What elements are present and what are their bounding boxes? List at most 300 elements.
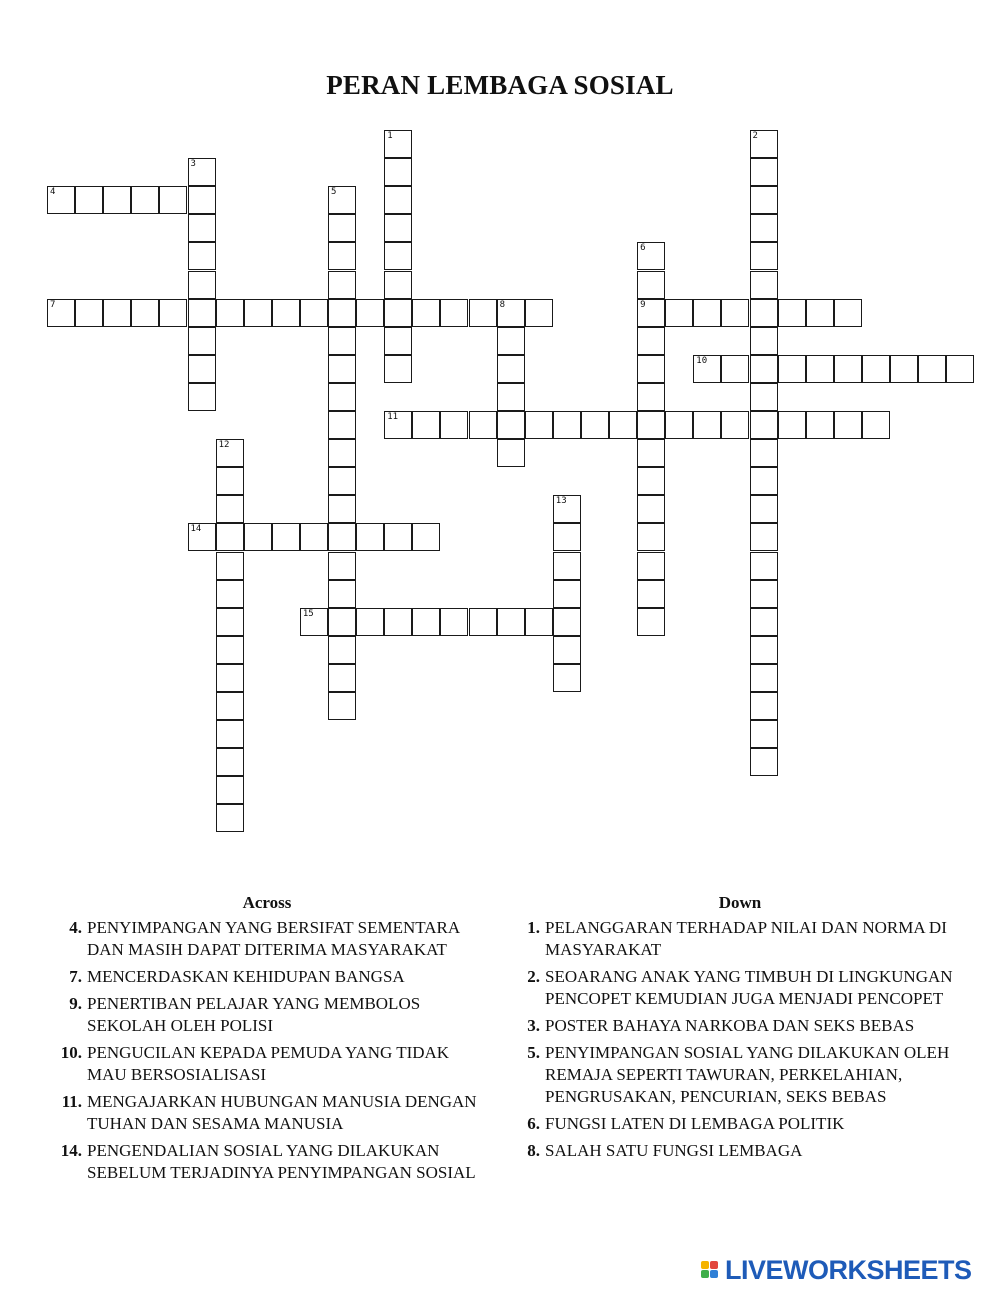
letter-input[interactable]: [498, 440, 524, 466]
crossword-cell[interactable]: [216, 692, 244, 720]
letter-input[interactable]: [329, 440, 355, 466]
letter-input[interactable]: [189, 300, 215, 326]
letter-input[interactable]: [751, 328, 777, 354]
crossword-cell[interactable]: [188, 299, 216, 327]
letter-input[interactable]: [610, 412, 636, 438]
letter-input[interactable]: [751, 693, 777, 719]
crossword-cell[interactable]: [216, 664, 244, 692]
crossword-cell[interactable]: [328, 383, 356, 411]
letter-input[interactable]: [582, 412, 608, 438]
crossword-cell[interactable]: [637, 439, 665, 467]
letter-input[interactable]: [751, 215, 777, 241]
letter-input[interactable]: [441, 300, 467, 326]
crossword-cell[interactable]: [47, 299, 75, 327]
crossword-cell[interactable]: [553, 608, 581, 636]
letter-input[interactable]: [638, 356, 664, 382]
letter-input[interactable]: [217, 693, 243, 719]
crossword-cell[interactable]: [750, 242, 778, 270]
crossword-cell[interactable]: [216, 495, 244, 523]
crossword-cell[interactable]: [637, 271, 665, 299]
crossword-cell[interactable]: [946, 355, 974, 383]
letter-input[interactable]: [863, 412, 889, 438]
letter-input[interactable]: [751, 300, 777, 326]
crossword-cell[interactable]: [328, 411, 356, 439]
crossword-cell[interactable]: [497, 355, 525, 383]
crossword-cell[interactable]: [665, 299, 693, 327]
crossword-cell[interactable]: [637, 327, 665, 355]
letter-input[interactable]: [329, 356, 355, 382]
crossword-cell[interactable]: [412, 411, 440, 439]
letter-input[interactable]: [385, 328, 411, 354]
crossword-cell[interactable]: [750, 158, 778, 186]
crossword-cell[interactable]: [693, 299, 721, 327]
letter-input[interactable]: [441, 609, 467, 635]
letter-input[interactable]: [217, 665, 243, 691]
crossword-cell[interactable]: [188, 327, 216, 355]
letter-input[interactable]: [470, 300, 496, 326]
crossword-cell[interactable]: [188, 271, 216, 299]
letter-input[interactable]: [554, 609, 580, 635]
letter-input[interactable]: [779, 356, 805, 382]
letter-input[interactable]: [554, 412, 580, 438]
crossword-cell[interactable]: [440, 608, 468, 636]
crossword-cell[interactable]: [497, 299, 525, 327]
crossword-cell[interactable]: [750, 636, 778, 664]
letter-input[interactable]: [554, 581, 580, 607]
crossword-cell[interactable]: [272, 523, 300, 551]
letter-input[interactable]: [217, 496, 243, 522]
letter-input[interactable]: [807, 356, 833, 382]
crossword-cell[interactable]: [188, 523, 216, 551]
crossword-cell[interactable]: [216, 636, 244, 664]
crossword-cell[interactable]: [497, 327, 525, 355]
crossword-cell[interactable]: [328, 271, 356, 299]
crossword-cell[interactable]: [806, 355, 834, 383]
crossword-cell[interactable]: [216, 804, 244, 832]
letter-input[interactable]: [694, 300, 720, 326]
letter-input[interactable]: [385, 524, 411, 550]
crossword-cell[interactable]: [328, 495, 356, 523]
letter-input[interactable]: [357, 300, 383, 326]
crossword-cell[interactable]: [328, 580, 356, 608]
crossword-cell[interactable]: [525, 411, 553, 439]
letter-input[interactable]: [919, 356, 945, 382]
letter-input[interactable]: [329, 187, 355, 213]
letter-input[interactable]: [329, 272, 355, 298]
letter-input[interactable]: [76, 300, 102, 326]
crossword-cell[interactable]: [216, 748, 244, 776]
crossword-cell[interactable]: [384, 299, 412, 327]
crossword-cell[interactable]: [553, 580, 581, 608]
letter-input[interactable]: [526, 609, 552, 635]
letter-input[interactable]: [554, 553, 580, 579]
crossword-cell[interactable]: [750, 327, 778, 355]
letter-input[interactable]: [329, 328, 355, 354]
letter-input[interactable]: [385, 159, 411, 185]
crossword-cell[interactable]: [328, 636, 356, 664]
letter-input[interactable]: [329, 496, 355, 522]
letter-input[interactable]: [385, 412, 411, 438]
letter-input[interactable]: [160, 187, 186, 213]
letter-input[interactable]: [441, 412, 467, 438]
crossword-cell[interactable]: [244, 523, 272, 551]
letter-input[interactable]: [385, 187, 411, 213]
crossword-cell[interactable]: [553, 495, 581, 523]
crossword-cell[interactable]: [553, 411, 581, 439]
letter-input[interactable]: [470, 609, 496, 635]
letter-input[interactable]: [498, 328, 524, 354]
crossword-cell[interactable]: [216, 580, 244, 608]
crossword-cell[interactable]: [188, 242, 216, 270]
letter-input[interactable]: [385, 131, 411, 157]
letter-input[interactable]: [329, 665, 355, 691]
letter-input[interactable]: [751, 243, 777, 269]
crossword-cell[interactable]: [328, 664, 356, 692]
letter-input[interactable]: [638, 384, 664, 410]
crossword-cell[interactable]: [581, 411, 609, 439]
letter-input[interactable]: [638, 524, 664, 550]
letter-input[interactable]: [751, 131, 777, 157]
crossword-cell[interactable]: [497, 608, 525, 636]
crossword-cell[interactable]: [328, 299, 356, 327]
crossword-cell[interactable]: [188, 186, 216, 214]
crossword-cell[interactable]: [328, 692, 356, 720]
letter-input[interactable]: [329, 581, 355, 607]
crossword-cell[interactable]: [750, 383, 778, 411]
letter-input[interactable]: [554, 524, 580, 550]
letter-input[interactable]: [722, 300, 748, 326]
letter-input[interactable]: [48, 187, 74, 213]
crossword-cell[interactable]: [637, 467, 665, 495]
crossword-cell[interactable]: [497, 411, 525, 439]
crossword-cell[interactable]: [216, 608, 244, 636]
crossword-cell[interactable]: [918, 355, 946, 383]
letter-input[interactable]: [722, 356, 748, 382]
crossword-cell[interactable]: [216, 720, 244, 748]
crossword-cell[interactable]: [750, 664, 778, 692]
crossword-cell[interactable]: [693, 355, 721, 383]
crossword-cell[interactable]: [131, 299, 159, 327]
letter-input[interactable]: [891, 356, 917, 382]
crossword-cell[interactable]: [328, 327, 356, 355]
letter-input[interactable]: [751, 553, 777, 579]
letter-input[interactable]: [751, 637, 777, 663]
crossword-cell[interactable]: [328, 552, 356, 580]
crossword-cell[interactable]: [890, 355, 918, 383]
letter-input[interactable]: [329, 609, 355, 635]
letter-input[interactable]: [498, 356, 524, 382]
crossword-cell[interactable]: [328, 242, 356, 270]
letter-input[interactable]: [835, 356, 861, 382]
crossword-cell[interactable]: [384, 158, 412, 186]
crossword-cell[interactable]: [103, 186, 131, 214]
crossword-cell[interactable]: [328, 439, 356, 467]
letter-input[interactable]: [217, 440, 243, 466]
crossword-cell[interactable]: [778, 355, 806, 383]
crossword-cell[interactable]: [750, 495, 778, 523]
letter-input[interactable]: [666, 300, 692, 326]
crossword-cell[interactable]: [328, 214, 356, 242]
crossword-cell[interactable]: [497, 383, 525, 411]
letter-input[interactable]: [217, 468, 243, 494]
letter-input[interactable]: [666, 412, 692, 438]
letter-input[interactable]: [638, 272, 664, 298]
letter-input[interactable]: [217, 749, 243, 775]
crossword-cell[interactable]: [806, 411, 834, 439]
letter-input[interactable]: [132, 300, 158, 326]
crossword-cell[interactable]: [75, 299, 103, 327]
letter-input[interactable]: [217, 609, 243, 635]
letter-input[interactable]: [385, 215, 411, 241]
letter-input[interactable]: [329, 215, 355, 241]
crossword-cell[interactable]: [778, 299, 806, 327]
crossword-cell[interactable]: [637, 608, 665, 636]
letter-input[interactable]: [189, 243, 215, 269]
crossword-cell[interactable]: [300, 608, 328, 636]
crossword-cell[interactable]: [244, 299, 272, 327]
crossword-cell[interactable]: [328, 186, 356, 214]
crossword-cell[interactable]: [750, 186, 778, 214]
letter-input[interactable]: [751, 412, 777, 438]
crossword-cell[interactable]: [216, 299, 244, 327]
crossword-cell[interactable]: [469, 299, 497, 327]
crossword-cell[interactable]: [750, 130, 778, 158]
crossword-cell[interactable]: [384, 355, 412, 383]
letter-input[interactable]: [498, 300, 524, 326]
crossword-cell[interactable]: [75, 186, 103, 214]
letter-input[interactable]: [273, 300, 299, 326]
letter-input[interactable]: [76, 187, 102, 213]
letter-input[interactable]: [189, 159, 215, 185]
letter-input[interactable]: [413, 609, 439, 635]
letter-input[interactable]: [413, 412, 439, 438]
letter-input[interactable]: [751, 496, 777, 522]
letter-input[interactable]: [751, 159, 777, 185]
crossword-cell[interactable]: [525, 299, 553, 327]
crossword-cell[interactable]: [637, 523, 665, 551]
letter-input[interactable]: [385, 609, 411, 635]
letter-input[interactable]: [48, 300, 74, 326]
crossword-cell[interactable]: [750, 523, 778, 551]
letter-input[interactable]: [189, 215, 215, 241]
crossword-cell[interactable]: [750, 299, 778, 327]
letter-input[interactable]: [329, 468, 355, 494]
letter-input[interactable]: [470, 412, 496, 438]
letter-input[interactable]: [217, 553, 243, 579]
letter-input[interactable]: [132, 187, 158, 213]
letter-input[interactable]: [722, 412, 748, 438]
crossword-cell[interactable]: [778, 411, 806, 439]
crossword-cell[interactable]: [862, 411, 890, 439]
crossword-cell[interactable]: [693, 411, 721, 439]
letter-input[interactable]: [385, 300, 411, 326]
crossword-cell[interactable]: [328, 467, 356, 495]
letter-input[interactable]: [694, 356, 720, 382]
letter-input[interactable]: [245, 524, 271, 550]
crossword-cell[interactable]: [384, 608, 412, 636]
crossword-cell[interactable]: [384, 186, 412, 214]
letter-input[interactable]: [554, 665, 580, 691]
crossword-cell[interactable]: [328, 355, 356, 383]
letter-input[interactable]: [217, 581, 243, 607]
crossword-cell[interactable]: [356, 608, 384, 636]
letter-input[interactable]: [751, 749, 777, 775]
crossword-cell[interactable]: [750, 467, 778, 495]
letter-input[interactable]: [498, 384, 524, 410]
letter-input[interactable]: [217, 637, 243, 663]
letter-input[interactable]: [329, 637, 355, 663]
letter-input[interactable]: [498, 609, 524, 635]
crossword-cell[interactable]: [553, 523, 581, 551]
crossword-cell[interactable]: [525, 608, 553, 636]
letter-input[interactable]: [638, 553, 664, 579]
letter-input[interactable]: [751, 665, 777, 691]
letter-input[interactable]: [329, 300, 355, 326]
letter-input[interactable]: [160, 300, 186, 326]
crossword-cell[interactable]: [412, 299, 440, 327]
crossword-cell[interactable]: [637, 383, 665, 411]
crossword-cell[interactable]: [750, 439, 778, 467]
crossword-cell[interactable]: [103, 299, 131, 327]
letter-input[interactable]: [104, 300, 130, 326]
letter-input[interactable]: [751, 440, 777, 466]
letter-input[interactable]: [498, 412, 524, 438]
letter-input[interactable]: [807, 412, 833, 438]
crossword-cell[interactable]: [216, 439, 244, 467]
letter-input[interactable]: [413, 524, 439, 550]
crossword-cell[interactable]: [806, 299, 834, 327]
letter-input[interactable]: [301, 609, 327, 635]
crossword-cell[interactable]: [637, 355, 665, 383]
crossword-cell[interactable]: [47, 186, 75, 214]
letter-input[interactable]: [554, 496, 580, 522]
letter-input[interactable]: [638, 300, 664, 326]
crossword-cell[interactable]: [750, 552, 778, 580]
crossword-cell[interactable]: [750, 608, 778, 636]
crossword-cell[interactable]: [637, 580, 665, 608]
letter-input[interactable]: [751, 581, 777, 607]
crossword-cell[interactable]: [440, 299, 468, 327]
crossword-cell[interactable]: [553, 664, 581, 692]
letter-input[interactable]: [751, 356, 777, 382]
crossword-cell[interactable]: [497, 439, 525, 467]
crossword-cell[interactable]: [834, 355, 862, 383]
crossword-cell[interactable]: [553, 552, 581, 580]
crossword-cell[interactable]: [750, 580, 778, 608]
letter-input[interactable]: [217, 777, 243, 803]
crossword-cell[interactable]: [637, 411, 665, 439]
letter-input[interactable]: [385, 272, 411, 298]
letter-input[interactable]: [751, 384, 777, 410]
crossword-cell[interactable]: [328, 523, 356, 551]
crossword-cell[interactable]: [665, 411, 693, 439]
crossword-cell[interactable]: [637, 242, 665, 270]
crossword-cell[interactable]: [412, 608, 440, 636]
crossword-cell[interactable]: [384, 130, 412, 158]
crossword-cell[interactable]: [834, 411, 862, 439]
crossword-cell[interactable]: [384, 411, 412, 439]
letter-input[interactable]: [329, 412, 355, 438]
letter-input[interactable]: [638, 440, 664, 466]
crossword-cell[interactable]: [412, 523, 440, 551]
letter-input[interactable]: [189, 187, 215, 213]
crossword-cell[interactable]: [356, 523, 384, 551]
crossword-cell[interactable]: [188, 355, 216, 383]
crossword-cell[interactable]: [862, 355, 890, 383]
crossword-cell[interactable]: [440, 411, 468, 439]
letter-input[interactable]: [779, 300, 805, 326]
letter-input[interactable]: [807, 300, 833, 326]
letter-input[interactable]: [779, 412, 805, 438]
crossword-cell[interactable]: [159, 186, 187, 214]
crossword-cell[interactable]: [188, 214, 216, 242]
letter-input[interactable]: [189, 328, 215, 354]
letter-input[interactable]: [329, 384, 355, 410]
letter-input[interactable]: [638, 243, 664, 269]
letter-input[interactable]: [329, 243, 355, 269]
letter-input[interactable]: [526, 300, 552, 326]
letter-input[interactable]: [638, 468, 664, 494]
crossword-cell[interactable]: [384, 242, 412, 270]
letter-input[interactable]: [863, 356, 889, 382]
letter-input[interactable]: [638, 496, 664, 522]
letter-input[interactable]: [301, 524, 327, 550]
crossword-cell[interactable]: [750, 748, 778, 776]
crossword-cell[interactable]: [609, 411, 637, 439]
letter-input[interactable]: [638, 581, 664, 607]
crossword-cell[interactable]: [159, 299, 187, 327]
letter-input[interactable]: [835, 300, 861, 326]
letter-input[interactable]: [385, 243, 411, 269]
crossword-cell[interactable]: [721, 411, 749, 439]
crossword-cell[interactable]: [469, 411, 497, 439]
crossword-cell[interactable]: [216, 523, 244, 551]
crossword-cell[interactable]: [216, 776, 244, 804]
crossword-cell[interactable]: [637, 299, 665, 327]
letter-input[interactable]: [413, 300, 439, 326]
crossword-cell[interactable]: [188, 383, 216, 411]
letter-input[interactable]: [217, 721, 243, 747]
letter-input[interactable]: [751, 721, 777, 747]
crossword-cell[interactable]: [750, 214, 778, 242]
letter-input[interactable]: [273, 524, 299, 550]
crossword-cell[interactable]: [750, 720, 778, 748]
letter-input[interactable]: [638, 609, 664, 635]
letter-input[interactable]: [385, 356, 411, 382]
crossword-cell[interactable]: [637, 552, 665, 580]
letter-input[interactable]: [638, 412, 664, 438]
crossword-cell[interactable]: [721, 299, 749, 327]
crossword-cell[interactable]: [384, 327, 412, 355]
letter-input[interactable]: [245, 300, 271, 326]
crossword-cell[interactable]: [553, 636, 581, 664]
crossword-cell[interactable]: [384, 271, 412, 299]
letter-input[interactable]: [329, 693, 355, 719]
crossword-cell[interactable]: [637, 495, 665, 523]
letter-input[interactable]: [189, 384, 215, 410]
letter-input[interactable]: [694, 412, 720, 438]
crossword-cell[interactable]: [384, 214, 412, 242]
crossword-cell[interactable]: [216, 552, 244, 580]
letter-input[interactable]: [835, 412, 861, 438]
letter-input[interactable]: [357, 524, 383, 550]
crossword-cell[interactable]: [721, 355, 749, 383]
letter-input[interactable]: [189, 524, 215, 550]
crossword-cell[interactable]: [216, 467, 244, 495]
crossword-cell[interactable]: [469, 608, 497, 636]
letter-input[interactable]: [751, 524, 777, 550]
letter-input[interactable]: [751, 609, 777, 635]
